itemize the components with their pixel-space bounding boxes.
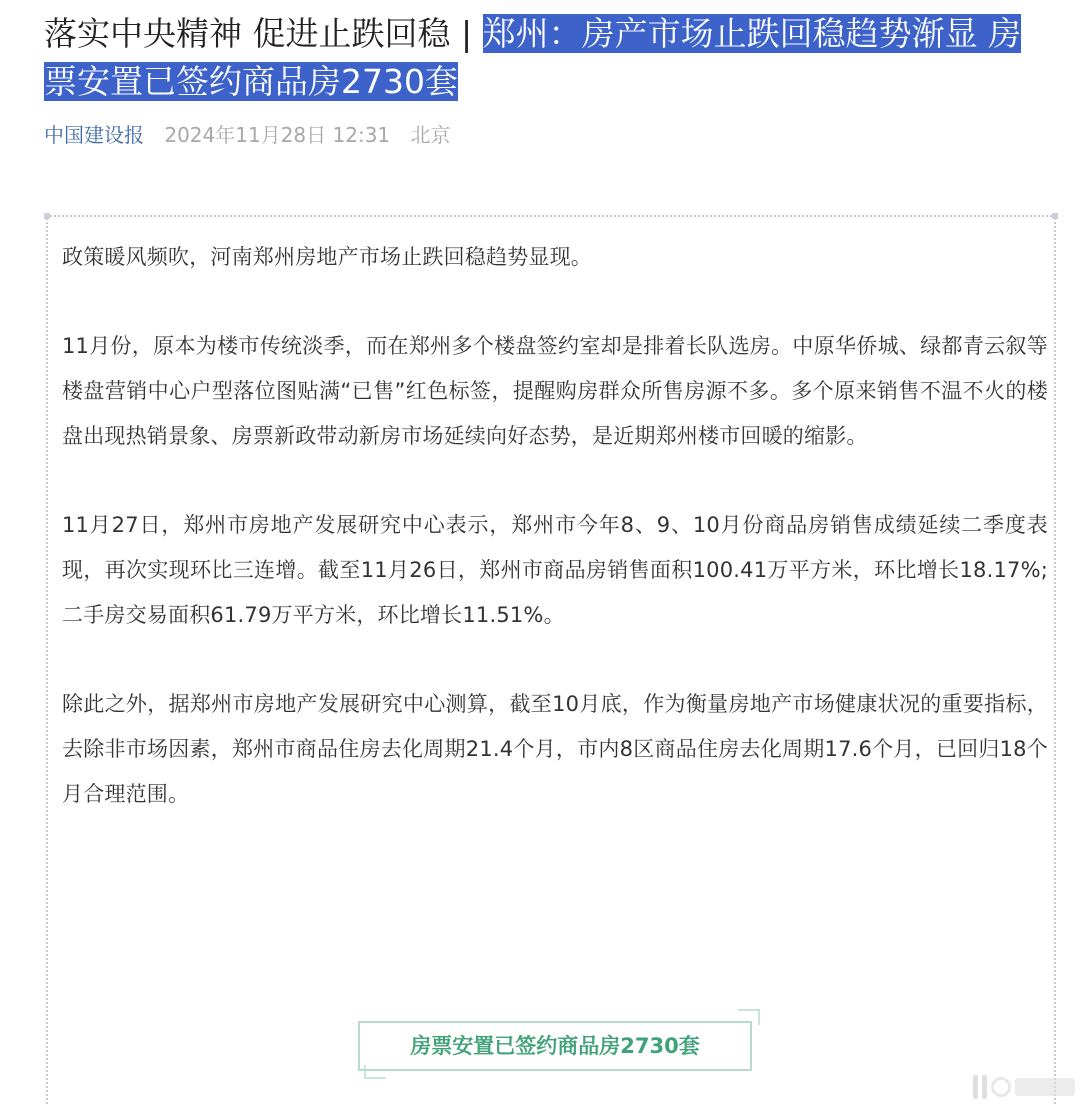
- publish-date: 2024年11月28日 12:31: [164, 123, 391, 147]
- watermark-eye-icon: [991, 1077, 1011, 1097]
- section-subheading: 房票安置已签约商品房2730套: [410, 1034, 700, 1058]
- publish-location: 北京: [410, 123, 451, 147]
- paragraph-3: 11月27日，郑州市房地产发展研究中心表示，郑州市今年8、9、10月份商品房销售成绩延续二季度表现，再次实现环比三连增。截至11月26日，郑州市商品房销售面积100.41万平方米，环比增长18.17%;二手房交易面积61.79万平方米，环比增长11.51%。: [62, 513, 1048, 627]
- paragraph-4: 除此之外，据郑州市房地产发展研究中心测算，截至10月底，作为衡量房地产市场健康状况的重要指标，去除非市场因素，郑州市商品住房去化周期21.4个月，市内8区商品住房去化周期17.6个月，已回归18个月合理范围。: [62, 692, 1048, 806]
- watermark-bar-icon: [982, 1075, 987, 1099]
- corner-mark-left: [44, 213, 50, 219]
- article-headline: [44, 10, 1054, 106]
- article-content: [62, 235, 1048, 861]
- source-link[interactable]: 中国建设报: [44, 123, 144, 147]
- watermark-bar-icon: [973, 1075, 978, 1099]
- watermark-logo-icon: [973, 1075, 1075, 1099]
- headline-highlighted[interactable]: 郑州：房产市场止跌回稳趋势渐显 房票安置已签约商品房2730套: [44, 14, 1022, 101]
- corner-mark-right: [1052, 213, 1058, 219]
- headline-prefix: 落实中央精神 促进止跌回稳 |: [44, 14, 483, 53]
- paragraph-2: 11月份，原本为楼市传统淡季，而在郑州多个楼盘签约室却是排着长队选房。中原华侨城、绿都青云叙等楼盘营销中心户型落位图贴满“已售”红色标签，提醒购房群众所售房源不多。多个原来销售不温不火的楼盘出现热销景象、房票新政带动新房市场延续向好态势，是近期郑州楼市回暖的缩影。: [62, 334, 1048, 448]
- article-meta: [44, 120, 451, 150]
- section-subheading-box: [350, 1007, 760, 1079]
- watermark-text-block: [1015, 1078, 1075, 1096]
- paragraph-1: 政策暖风频吹，河南郑州房地产市场止跌回稳趋势显现。: [62, 245, 592, 269]
- article-body: [46, 215, 1056, 1105]
